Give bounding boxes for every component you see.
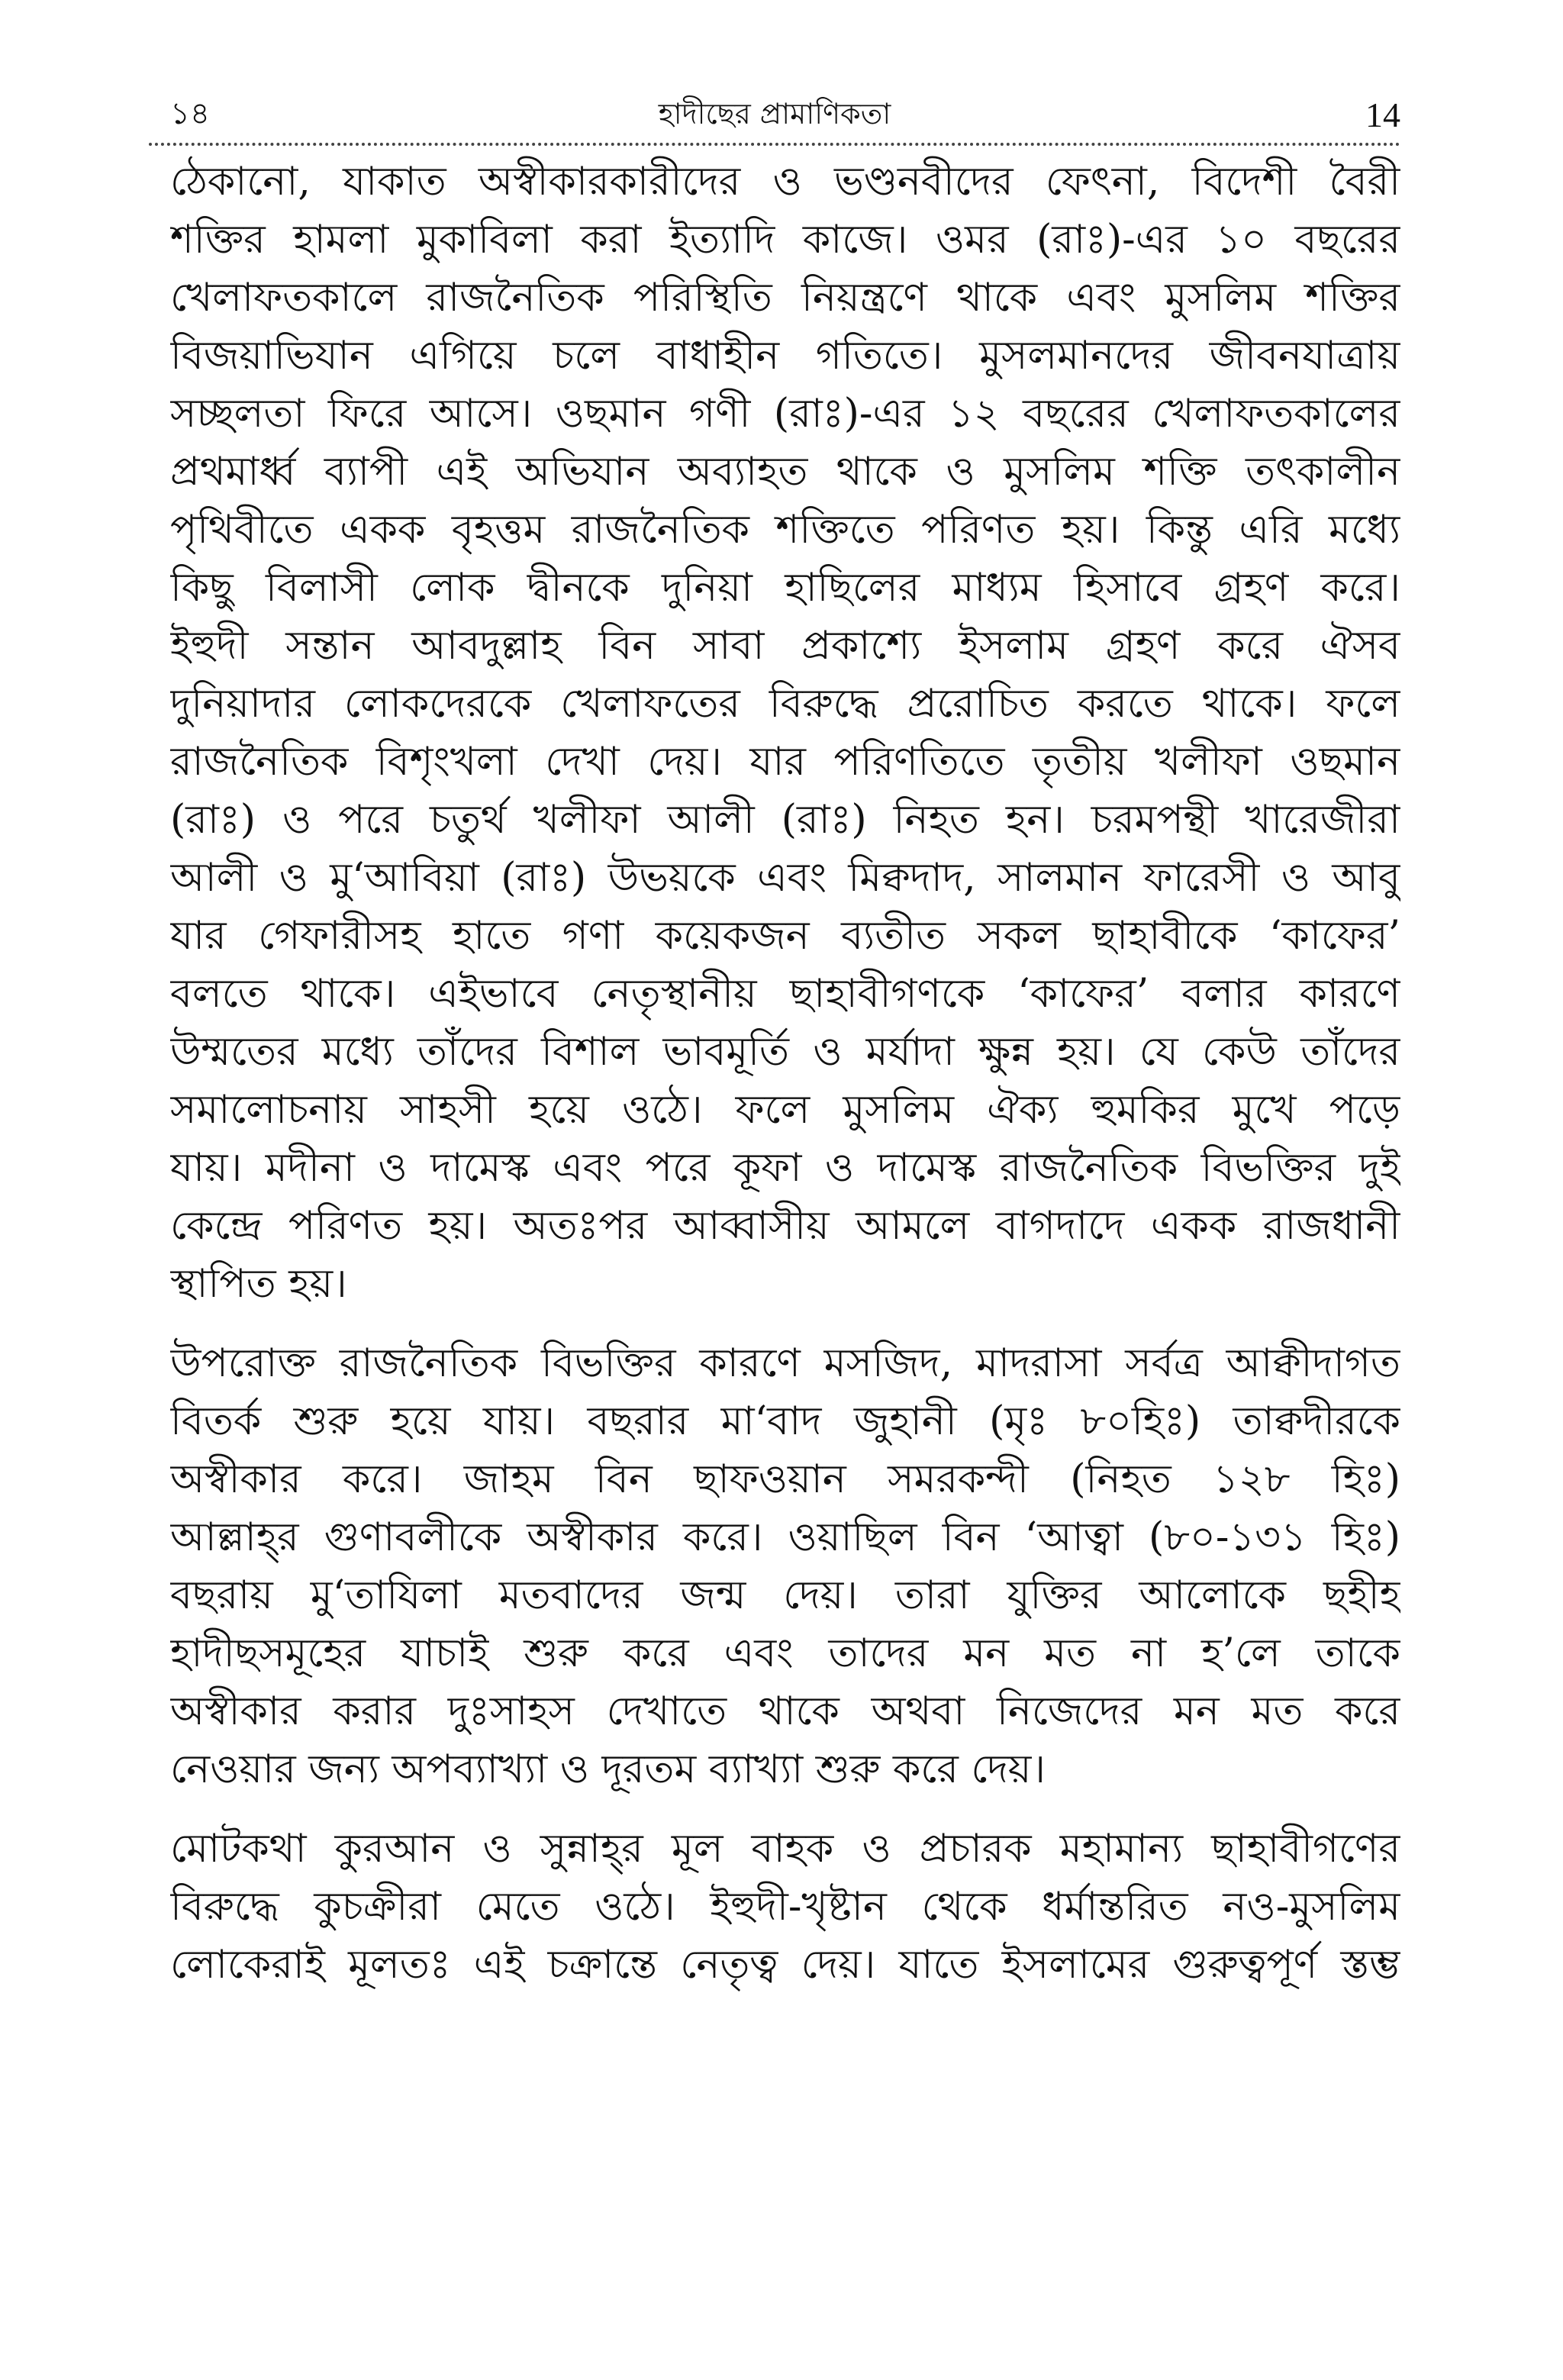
text-line: (রাঃ) ও পরে চতুর্থ খলীফা আলী (রাঃ) নিহত হন। চরমপন্থী খারেজীরা — [170, 797, 1400, 843]
text-line: বছরায় মু‘তাযিলা মতবাদের জন্ম দেয়। তারা যুক্তির আলোকে ছহীহ — [170, 1572, 1400, 1618]
text-line: অস্বীকার করার দুঃসাহস দেখাতে থাকে অথবা নিজেদের মন মত করে — [170, 1688, 1400, 1734]
paragraph-2 — [170, 1334, 1400, 1798]
text-line: ইহুদী সন্তান আবদুল্লাহ বিন সাবা প্রকাশ্যে ইসলাম গ্রহণ করে ঐসব — [170, 623, 1400, 669]
text-line: আলী ও মু‘আবিয়া (রাঃ) উভয়কে এবং মিক্বদাদ, সালমান ফারেসী ও আবু — [170, 855, 1400, 901]
text-line: বিজয়াভিযান এগিয়ে চলে বাধাহীন গতিতে। মুসলমানদের জীবনযাত্রায় — [170, 333, 1400, 379]
text-line: খেলাফতকালে রাজনৈতিক পরিস্থিতি নিয়ন্ত্রণে থাকে এবং মুসলিম শক্তির — [170, 275, 1400, 321]
text-line: অস্বীকার করে। জাহম বিন ছাফওয়ান সমরকন্দী (নিহত ১২৮ হিঃ) — [170, 1456, 1400, 1502]
page-number-bengali: ১৪ — [170, 96, 210, 131]
page-header — [149, 73, 1400, 146]
book-page — [149, 73, 1400, 2332]
text-line: উম্মতের মধ্যে তাঁদের বিশাল ভাবমূর্তি ও মর্যাদা ক্ষুন্ন হয়। যে কেউ তাঁদের — [170, 1029, 1400, 1075]
text-line: মোটকথা কুরআন ও সুন্নাহ্‌র মূল বাহক ও প্রচারক মহামান্য ছাহাবীগণের — [170, 1826, 1400, 1872]
text-line: লোকেরাই মূলতঃ এই চক্রান্তে নেতৃত্ব দেয়। যাতে ইসলামের গুরুত্বপূর্ণ স্তম্ভ — [170, 1942, 1400, 1988]
page-number: 14 — [1365, 95, 1400, 134]
text-line: শক্তির হামলা মুকাবিলা করা ইত্যাদি কাজে। ওমর (রাঃ)-এর ১০ বছরের — [170, 217, 1400, 263]
text-line: নেওয়ার জন্য অপব্যাখ্যা ও দূরতম ব্যাখ্যা শুরু করে দেয়। — [170, 1746, 1046, 1792]
text-line: বলতে থাকে। এইভাবে নেতৃস্থানীয় ছাহাবীগণকে ‘কাফের’ বলার কারণে — [170, 971, 1400, 1017]
text-line: যায়। মদীনা ও দামেস্ক এবং পরে কূফা ও দামেস্ক রাজনৈতিক বিভক্তির দুই — [170, 1145, 1400, 1191]
text-line: পৃথিবীতে একক বৃহত্তম রাজনৈতিক শক্তিতে পরিণত হয়। কিন্তু এরি মধ্যে — [170, 507, 1400, 553]
paragraph-1 — [170, 153, 1400, 1313]
text-line: রাজনৈতিক বিশৃংখলা দেখা দেয়। যার পরিণতিতে তৃতীয় খলীফা ওছমান — [170, 739, 1400, 785]
paragraph-3 — [170, 1820, 1400, 1994]
text-line: উপরোক্ত রাজনৈতিক বিভক্তির কারণে মসজিদ, মাদরাসা সর্বত্র আক্বীদাগত — [170, 1340, 1400, 1386]
text-line: প্রথমার্ধ্ব ব্যাপী এই অভিযান অব্যাহত থাকে ও মুসলিম শক্তি তৎকালীন — [170, 449, 1400, 495]
text-line: সচ্ছলতা ফিরে আসে। ওছমান গণী (রাঃ)-এর ১২ বছরের খেলাফতকালের — [170, 391, 1400, 437]
text-line: ঠেকানো, যাকাত অস্বীকারকারীদের ও ভণ্ডনবীদের ফেৎনা, বিদেশী বৈরী — [170, 159, 1400, 205]
text-line: বিরুদ্ধে কুচক্রীরা মেতে ওঠে। ইহুদী-খৃষ্টান থেকে ধর্মান্তরিত নও-মুসলিম — [170, 1884, 1400, 1930]
text-line: সমালোচনায় সাহসী হয়ে ওঠে। ফলে মুসলিম ঐক্য হুমকির মুখে পড়ে — [170, 1087, 1400, 1133]
text-line: যার গেফারীসহ হাতে গণা কয়েকজন ব্যতীত সকল ছাহাবীকে ‘কাফের’ — [170, 913, 1400, 959]
text-line: আল্লাহ্‌র গুণাবলীকে অস্বীকার করে। ওয়াছিল বিন ‘আত্বা (৮০-১৩১ হিঃ) — [170, 1514, 1400, 1560]
text-line: দুনিয়াদার লোকদেরকে খেলাফতের বিরুদ্ধে প্ররোচিত করতে থাকে। ফলে — [170, 681, 1400, 727]
text-line: স্থাপিত হয়। — [170, 1261, 347, 1307]
running-title: হাদীছের প্রামাণিকতা — [658, 97, 891, 131]
text-line: কেন্দ্রে পরিণত হয়। অতঃপর আব্বাসীয় আমলে বাগদাদে একক রাজধানী — [170, 1203, 1400, 1249]
text-line: বিতর্ক শুরু হয়ে যায়। বছরার মা‘বাদ জুহানী (মৃঃ ৮০হিঃ) তাক্বদীরকে — [170, 1398, 1400, 1444]
page-body — [170, 153, 1400, 1994]
text-line: হাদীছসমূহের যাচাই শুরু করে এবং তাদের মন মত না হ’লে তাকে — [170, 1630, 1400, 1676]
text-line: কিছু বিলাসী লোক দ্বীনকে দুনিয়া হাছিলের মাধ্যম হিসাবে গ্রহণ করে। — [170, 565, 1400, 611]
